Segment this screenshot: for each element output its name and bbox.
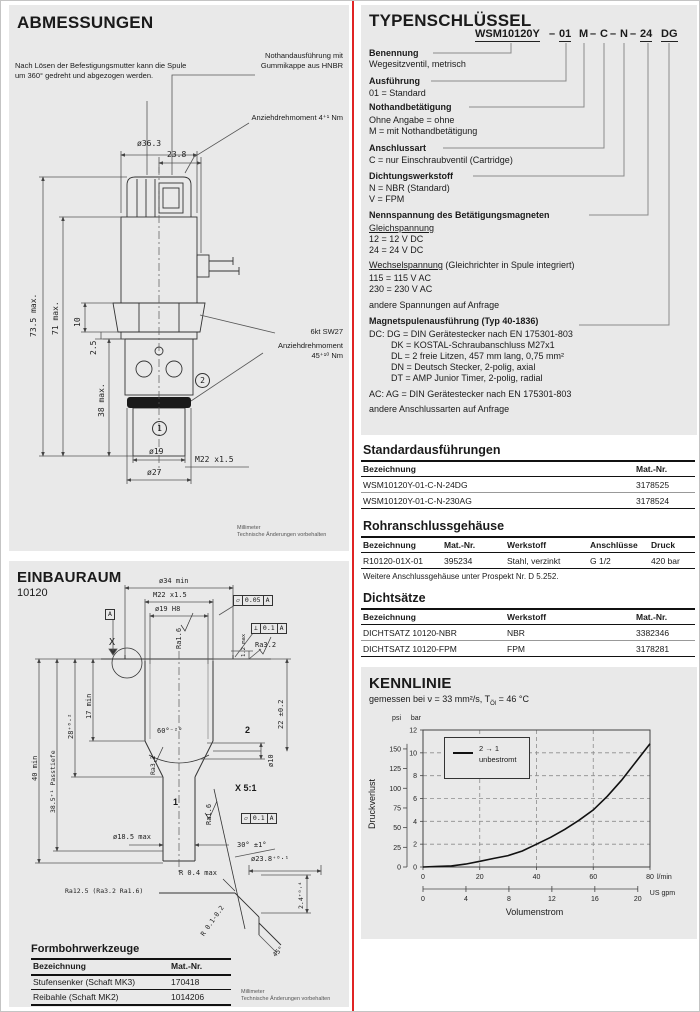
port-2-label: 2: [245, 725, 251, 735]
detail-scale-label: X 5:1: [235, 783, 257, 793]
footer-line-1: Millimeter: [241, 989, 265, 995]
rohr-header: Druck: [651, 540, 676, 550]
anschlussart-value: C = nur Einschraubventil (Cartridge): [369, 155, 513, 165]
rohr-table-title: Rohranschlussgehäuse: [363, 519, 505, 533]
hex-label: 6kt SW27: [310, 327, 343, 336]
code-ausfuehrung: 01: [559, 28, 572, 40]
table-rule: [31, 989, 231, 990]
code-dichtung: N: [620, 28, 628, 40]
chart-tick-label-gpm: 4: [464, 896, 468, 903]
code-base: WSM10120Y: [475, 28, 540, 40]
dichtung-label: Dichtungswerkstoff: [369, 171, 456, 182]
dim-label: Ra3.2: [149, 755, 157, 775]
chart-tick-label-bar: 10: [409, 750, 417, 758]
dim-label: ø27: [147, 468, 162, 477]
dim-label: 2.5: [89, 340, 98, 355]
chart-y-axis-label: Druckverlust: [367, 778, 377, 829]
dim-label: 38.5⁺¹ Passtiefe: [49, 750, 57, 813]
valve-drawing: [9, 5, 349, 551]
abmessungen-panel: [9, 5, 349, 551]
tools-cell: Reibahle (Schaft MK2): [33, 992, 119, 1002]
chart-tick-label-gpm: 12: [547, 896, 556, 903]
spannung-note: andere Spannungen auf Anfrage: [369, 300, 500, 310]
spule-dc-value: DC: DG = DIN Gerätestecker nach EN 175301-803: [369, 329, 573, 339]
ac-label: Wechselspannung: [369, 260, 443, 270]
dicht-cell: 3178281: [636, 644, 670, 654]
chart-unit-bar: bar: [410, 715, 421, 722]
typenschluessel-title: TYPENSCHLÜSSEL: [369, 11, 532, 30]
chart-tick-label-lmin: 60: [589, 874, 598, 881]
chart-legend: [444, 737, 530, 779]
dim-label: 30° ±1°: [237, 841, 267, 849]
table-rule: [361, 640, 695, 641]
einbauraum-panel: [9, 561, 349, 1007]
dim-label: ø19 H8: [155, 605, 181, 613]
code-dash: –: [630, 28, 637, 40]
rohr-cell: 420 bar: [651, 556, 680, 566]
gdt-value: 0.1: [251, 814, 268, 823]
code-anschlussart: C: [600, 28, 608, 40]
port-1-marker: 1: [152, 421, 167, 436]
port-2-marker: 2: [195, 373, 210, 388]
chart-tick-label-gpm: 16: [590, 896, 599, 903]
ausfuehrung-value: 01 = Standard: [369, 88, 426, 98]
red-divider: [352, 1, 354, 1012]
tools-table-title: Formbohrwerkzeuge: [31, 943, 140, 955]
dim-label: 17 min: [85, 693, 93, 719]
tables-section: [361, 435, 697, 665]
rohr-cell: G 1/2: [590, 556, 611, 566]
chart-tick-label-psi: 50: [393, 825, 401, 833]
table-rule: [361, 656, 695, 657]
spule-note: andere Anschlussarten auf Anfrage: [369, 404, 510, 414]
dim-label: 40 min: [31, 755, 39, 781]
kennlinie-subtitle: [369, 694, 529, 710]
chart-tick-label-bar: 2: [413, 841, 417, 849]
code-spannung: 24: [640, 28, 653, 40]
dim-label: 45°: [271, 944, 285, 959]
legend-label-2: unbestromt: [479, 755, 517, 764]
standard-header: Bezeichnung: [363, 464, 416, 474]
dim-label: Ra1.6: [175, 627, 183, 649]
rohr-cell: R10120-01X-01: [363, 556, 424, 566]
table-rule: [361, 492, 695, 493]
table-rule: [361, 460, 695, 462]
flatness-frame: [233, 595, 273, 606]
detail-x-mark: X: [109, 637, 116, 648]
rohr-header: Werkstoff: [507, 540, 547, 550]
chart-x-axis-label: Volumenstrom: [505, 907, 564, 917]
einbauraum-subtitle: 10120: [17, 587, 48, 599]
code-spule: DG: [661, 28, 678, 40]
table-rule: [361, 476, 695, 477]
benennung-label: Benennung: [369, 48, 422, 59]
table-rule: [361, 608, 695, 610]
dim-label: 1.2 max: [241, 633, 247, 657]
datum-a-frame: [105, 609, 115, 620]
dichtung-value-1: N = NBR (Standard): [369, 183, 450, 193]
table-rule: [361, 568, 695, 569]
dim-label: R 0.4 max: [179, 869, 217, 877]
chart-tick-label-psi: 25: [393, 844, 401, 852]
abmessungen-title: ABMESSUNGEN: [17, 13, 154, 32]
dim-label: 23.8: [167, 150, 187, 159]
dc-label: Gleichspannung: [369, 223, 435, 233]
panel-footer: [237, 525, 326, 539]
standard-header: Mat.-Nr.: [636, 464, 668, 474]
chart-tick-label-bar: 6: [413, 796, 417, 803]
dim-label: 2.4⁺⁰·⁴: [297, 881, 305, 909]
code-nothand: M: [579, 28, 589, 40]
nothand-label: Nothandbetätigung: [369, 102, 455, 113]
subtitle-sub: Öl: [490, 700, 497, 707]
subtitle-pre: gemessen bei ν = 33 mm²/s, T: [369, 694, 491, 704]
legend-line-sample: [453, 752, 473, 754]
ac-suffix: (Gleichrichter in Spule integriert): [442, 260, 575, 270]
detail-flatness-frame: [241, 813, 277, 824]
table-rule: [31, 958, 231, 960]
footer-line-1: Millimeter: [237, 525, 261, 531]
spannung-label: Nennspannung des Betätigungsmagneten: [369, 210, 553, 221]
coil-note: Nach Lösen der Befestigungsmutter kann die Spule um 360° gedreht und abgezogen werden.: [15, 61, 187, 80]
ac-value-2: 230 = 230 V AC: [369, 284, 433, 294]
gdt-datum: A: [279, 624, 284, 632]
dicht-cell: 3382346: [636, 628, 670, 638]
chart-tick-label-psi: 0: [397, 864, 401, 872]
cap-note: Nothandausführung mit Gummikappe aus HNBR: [260, 51, 343, 70]
rohr-header: Anschlüsse: [590, 540, 638, 550]
table-rule: [31, 974, 231, 976]
chart-tick-label-lmin: 0: [421, 874, 425, 881]
table-rule: [361, 624, 695, 625]
ausfuehrung-label: Ausführung: [369, 76, 423, 87]
gdt-symbol: ▱: [234, 596, 243, 605]
chart-tick-label-lmin: 20: [475, 874, 484, 881]
dim-label: ø23.8⁺⁰·¹: [251, 855, 289, 863]
tools-cell: Stufensenker (Schaft MK3): [33, 977, 136, 987]
chart-tick-label-gpm: 8: [506, 896, 511, 903]
rohr-cell: 395234: [444, 556, 473, 566]
standard-cell: 3178524: [636, 496, 670, 506]
chart-unit-lmin: l/min: [657, 874, 672, 881]
tools-header-matnr: Mat.-Nr.: [171, 961, 203, 971]
chart-unit-psi: psi: [392, 715, 401, 722]
perpendicularity-frame: [251, 623, 287, 634]
chart-tick-label-bar: 4: [413, 818, 417, 826]
gdt-datum: A: [269, 814, 274, 822]
dim-label: ø10: [267, 754, 275, 767]
spule-label: Magnetspulenausführung (Typ 40-1836): [369, 316, 541, 327]
code-dash: –: [549, 28, 556, 40]
typenschluessel-panel: [361, 5, 697, 435]
standard-cell: 3178525: [636, 480, 670, 490]
nothand-value-2: M = mit Nothandbetätigung: [369, 126, 478, 136]
kennlinie-title: KENNLINIE: [369, 675, 452, 692]
nothand-value-1: Ohne Angabe = ohne: [369, 115, 455, 125]
chart-tick-label-bar: 8: [413, 773, 417, 781]
footer-line-2: Technische Änderungen vorbehalten: [237, 532, 327, 538]
tools-header-bezeichnung: Bezeichnung: [33, 961, 86, 971]
dicht-table-title: Dichtsätze: [363, 591, 426, 605]
dim-label: M22 x1.5: [153, 591, 187, 599]
dicht-header: Werkstoff: [507, 612, 547, 622]
chart-tick-label-psi: 150: [389, 746, 401, 754]
kennlinie-panel: [361, 667, 697, 939]
port-1-label: 1: [173, 797, 179, 807]
dichtung-value-2: V = FPM: [369, 194, 405, 204]
einbauraum-title: EINBAURAUM: [17, 569, 122, 586]
dim-label: 10: [73, 317, 82, 327]
anschlussart-label: Anschlussart: [369, 143, 429, 154]
dim-label: R 0.1-0.2: [199, 904, 226, 938]
benennung-value: Wegesitzventil, metrisch: [369, 59, 466, 69]
dim-label: 38 max.: [97, 383, 106, 417]
torque-top-note: Anziehdrehmoment 4⁺¹ Nm: [251, 113, 343, 122]
dc-value-2: 24 = 24 V DC: [369, 245, 424, 255]
dim-label: ø36.3: [137, 139, 162, 148]
dicht-cell: FPM: [507, 644, 525, 654]
panel-footer: [241, 989, 330, 1003]
chart-tick-label-psi: 100: [389, 785, 401, 793]
dicht-header: Bezeichnung: [363, 612, 416, 622]
code-dash: –: [610, 28, 617, 40]
table-rule: [31, 1004, 231, 1006]
dim-label: 73.5 max.: [29, 293, 38, 337]
table-rule: [361, 552, 695, 553]
dicht-cell: DICHTSATZ 10120-NBR: [363, 628, 457, 638]
gdt-value: 0.05: [243, 596, 264, 605]
rohr-header: Bezeichnung: [363, 540, 416, 550]
code-dash: –: [590, 28, 597, 40]
tools-cell: 1014206: [171, 992, 205, 1002]
dicht-cell: NBR: [507, 628, 525, 638]
dicht-cell: DICHTSATZ 10120-FPM: [363, 644, 457, 654]
dim-label: ø18.5 max: [113, 833, 151, 841]
dim-label: Ra3.2: [255, 641, 277, 649]
spule-ac-value: AC: AG = DIN Gerätestecker nach EN 175301-803: [369, 389, 572, 399]
chart-tick-label-psi: 125: [389, 766, 401, 774]
torque-nut-label-1: Anziehdrehmoment: [277, 341, 343, 350]
dicht-header: Mat.-Nr.: [636, 612, 668, 622]
dim-label: Ra12.5 (Ra3.2 Ra1.6): [65, 887, 144, 895]
datum-a-label: A: [108, 610, 112, 618]
dim-label: 28⁺⁰·²: [67, 713, 75, 739]
torque-nut-label-2: 45⁺¹⁰ Nm: [311, 351, 343, 360]
chart-tick-label-gpm: 0: [421, 896, 425, 903]
spule-dk-value: DK = KOSTAL-Schraubanschluss M27x1: [391, 340, 555, 350]
standard-cell: WSM10120Y-01-C-N-230AG: [363, 496, 472, 506]
rohr-note: Weitere Anschlussgehäuse unter Prospekt Nr. D 5.252.: [363, 572, 559, 581]
rohr-cell: Stahl, verzinkt: [507, 556, 561, 566]
table-rule: [361, 508, 695, 509]
gdt-datum: A: [265, 596, 270, 604]
chart-unit-gpm: US gpm: [649, 890, 676, 897]
chart-tick-label-bar: 0: [413, 864, 417, 872]
standard-table-title: Standardausführungen: [363, 443, 501, 457]
gdt-symbol: ⊥: [252, 624, 261, 633]
chart-tick-label-lmin: 40: [532, 874, 541, 881]
dim-label: ø34 min: [159, 577, 189, 585]
gdt-symbol: ▱: [242, 814, 251, 823]
chart-tick-label-psi: 75: [393, 805, 401, 813]
dim-label: M22 x1.5: [195, 455, 234, 464]
tools-cell: 170418: [171, 977, 200, 987]
chart-tick-label-lmin: 80: [646, 874, 654, 881]
spule-dn-value: DN = Deutsch Stecker, 2-polig, axial: [391, 362, 536, 372]
rohr-header: Mat.-Nr.: [444, 540, 476, 550]
spule-dt-value: DT = AMP Junior Timer, 2-polig, radial: [391, 373, 543, 383]
footer-line-2: Technische Änderungen vorbehalten: [241, 996, 331, 1002]
ac-value-1: 115 = 115 V AC: [369, 273, 431, 283]
legend-label-1: 2 → 1: [479, 744, 500, 753]
chart-tick-label-gpm: 20: [633, 896, 642, 903]
chart-tick-label-bar: 12: [409, 727, 417, 735]
subtitle-post: = 46 °C: [496, 694, 530, 704]
ac-label-line: [369, 260, 574, 271]
table-rule: [361, 536, 695, 538]
dim-label: 60°⁻²°: [157, 727, 183, 735]
dim-label: Ra1.6: [205, 803, 213, 825]
spule-dl-value: DL = 2 freie Litzen, 457 mm lang, 0,75 mm²: [391, 351, 564, 361]
dc-value-1: 12 = 12 V DC: [369, 234, 424, 244]
dim-label: 22 ±0.2: [277, 699, 285, 729]
dim-label: ø19: [149, 447, 164, 456]
gdt-value: 0.1: [261, 624, 278, 633]
standard-cell: WSM10120Y-01-C-N-24DG: [363, 480, 468, 490]
dim-label: 71 max.: [51, 301, 60, 335]
